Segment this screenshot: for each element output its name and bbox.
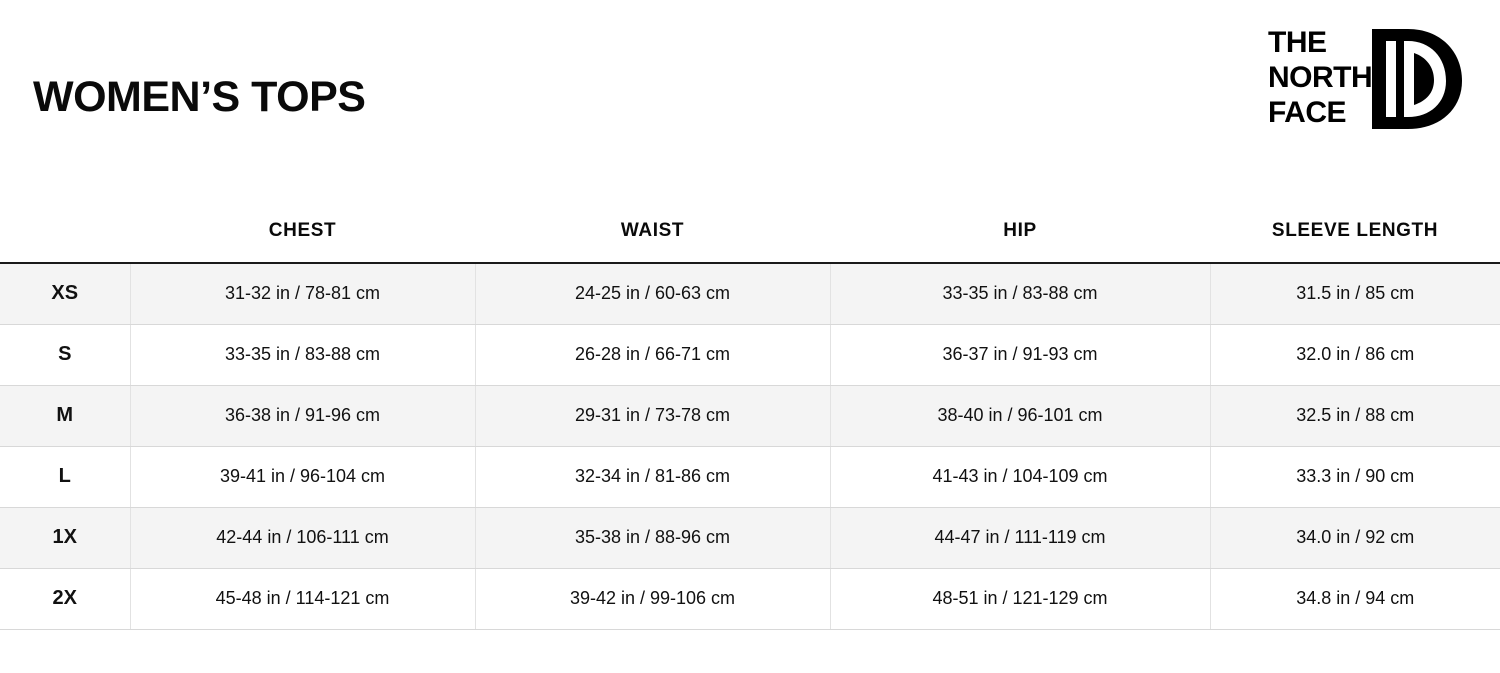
cell-chest: 33-35 in / 83-88 cm bbox=[130, 324, 475, 385]
cell-chest: 36-38 in / 91-96 cm bbox=[130, 385, 475, 446]
cell-chest: 39-41 in / 96-104 cm bbox=[130, 446, 475, 507]
cell-hip: 44-47 in / 111-119 cm bbox=[830, 507, 1210, 568]
cell-size: S bbox=[0, 324, 130, 385]
cell-chest: 42-44 in / 106-111 cm bbox=[130, 507, 475, 568]
cell-waist: 26-28 in / 66-71 cm bbox=[475, 324, 830, 385]
cell-chest: 31-32 in / 78-81 cm bbox=[130, 263, 475, 324]
table-row bbox=[0, 568, 1500, 629]
table-header-row bbox=[0, 200, 1500, 263]
size-chart-table bbox=[0, 200, 1500, 630]
the-north-face-logo bbox=[1268, 25, 1464, 133]
cell-waist: 39-42 in / 99-106 cm bbox=[475, 568, 830, 629]
cell-waist: 24-25 in / 60-63 cm bbox=[475, 263, 830, 324]
cell-sleeve: 32.5 in / 88 cm bbox=[1210, 385, 1500, 446]
cell-size: XS bbox=[0, 263, 130, 324]
cell-hip: 48-51 in / 121-129 cm bbox=[830, 568, 1210, 629]
cell-sleeve: 31.5 in / 85 cm bbox=[1210, 263, 1500, 324]
column-header-hip: HIP bbox=[830, 200, 1210, 263]
cell-sleeve: 34.0 in / 92 cm bbox=[1210, 507, 1500, 568]
table-row bbox=[0, 324, 1500, 385]
cell-hip: 36-37 in / 91-93 cm bbox=[830, 324, 1210, 385]
cell-waist: 29-31 in / 73-78 cm bbox=[475, 385, 830, 446]
cell-sleeve: 33.3 in / 90 cm bbox=[1210, 446, 1500, 507]
cell-waist: 32-34 in / 81-86 cm bbox=[475, 446, 830, 507]
column-header-chest: CHEST bbox=[130, 200, 475, 263]
cell-hip: 41-43 in / 104-109 cm bbox=[830, 446, 1210, 507]
table-row bbox=[0, 446, 1500, 507]
page-header bbox=[0, 0, 1500, 175]
cell-size: M bbox=[0, 385, 130, 446]
cell-chest: 45-48 in / 114-121 cm bbox=[130, 568, 475, 629]
table-row bbox=[0, 507, 1500, 568]
cell-hip: 33-35 in / 83-88 cm bbox=[830, 263, 1210, 324]
cell-waist: 35-38 in / 88-96 cm bbox=[475, 507, 830, 568]
table-row bbox=[0, 385, 1500, 446]
cell-size: 2X bbox=[0, 568, 130, 629]
svg-text:THE: THE bbox=[1268, 26, 1327, 59]
svg-text:NORTH: NORTH bbox=[1268, 61, 1373, 94]
table-body bbox=[0, 263, 1500, 629]
cell-hip: 38-40 in / 96-101 cm bbox=[830, 385, 1210, 446]
cell-size: 1X bbox=[0, 507, 130, 568]
column-header-sleeve-length: SLEEVE LENGTH bbox=[1210, 200, 1500, 263]
page-title: WOMEN’S TOPS bbox=[33, 73, 366, 121]
svg-text:FACE: FACE bbox=[1268, 96, 1347, 129]
cell-sleeve: 32.0 in / 86 cm bbox=[1210, 324, 1500, 385]
column-header-size bbox=[0, 200, 130, 263]
table-row bbox=[0, 263, 1500, 324]
cell-size: L bbox=[0, 446, 130, 507]
column-header-waist: WAIST bbox=[475, 200, 830, 263]
cell-sleeve: 34.8 in / 94 cm bbox=[1210, 568, 1500, 629]
